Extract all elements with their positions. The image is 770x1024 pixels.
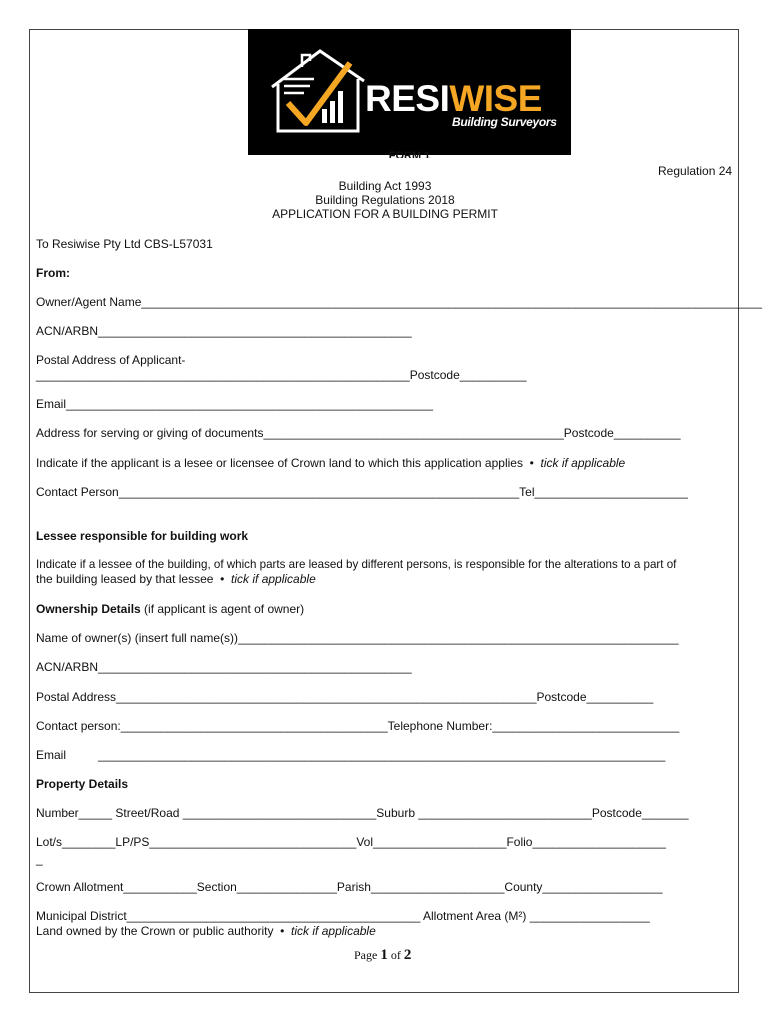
crown-land-hint: tick if applicable [540,456,626,470]
crown-land-text: Indicate if the applicant is a lesee or licensee of Crown land to which this application applies [36,456,523,470]
ownership-heading: Ownership Details [36,602,141,616]
owner-contact-field[interactable]: Contact person:________________________________________Telephone Number:____________________________ [36,719,680,733]
owner-email-field[interactable]: _____________________________________________________________________________________ [98,748,666,762]
municipal-district-field[interactable]: Municipal District____________________________________________ Allotment Area (M²) __________________ [36,909,650,923]
from-heading: From: [36,266,70,280]
lot-plan-wrap: _ [36,852,43,866]
to-line: To Resiwise Pty Ltd CBS-L57031 [36,237,213,251]
act-title: Building Act 1993 [338,179,432,193]
lessee-indicator[interactable] [36,572,316,586]
regulations-title: Building Regulations 2018 [315,193,455,207]
property-heading: Property Details [36,777,129,791]
owner-email-label: Email [36,748,67,762]
owners-name-field[interactable]: Name of owner(s) (insert full name(s))__________________________________________________________________ [36,631,679,645]
land-owned-indicator[interactable] [36,924,376,938]
ownership-heading-note: (if applicant is agent of owner) [144,602,305,616]
lessee-text-line1: Indicate if a lessee of the building, of which parts are leased by different persons, is responsible for the alterations to a part of [36,558,677,571]
logo-wordmark-resi: RESI [365,78,450,119]
contact-person-field[interactable]: Contact Person____________________________________________________________Tel_______________________ [36,485,688,499]
crown-allotment-field[interactable]: Crown Allotment___________Section_______________Parish____________________County__________________ [36,880,663,894]
lot-plan-field[interactable]: Lot/s________LP/PS_______________________________Vol____________________Folio____________________ [36,835,666,849]
application-title: APPLICATION FOR A BUILDING PERMIT [272,207,498,221]
page-of: of [390,948,401,962]
property-address-field[interactable]: Number_____ Street/Road _____________________________Suburb __________________________Postcode_______ [36,806,689,820]
form-number: FORM 1 [388,150,431,158]
owner-postal-address-field[interactable]: Postal Address_______________________________________________________________Postcode__________ [36,690,654,704]
postal-address-field[interactable]: ________________________________________________________Postcode__________ [36,368,527,382]
lessee-heading: Lessee responsible for building work [36,529,249,543]
regulation-ref: Regulation 24 [658,164,733,178]
ownership-heading-row [36,602,304,616]
bullet-icon[interactable]: • [216,572,228,586]
page-total: 2 [403,947,412,963]
crown-land-indicator[interactable] [36,456,625,470]
land-owned-text: Land owned by the Crown or public authority [36,924,274,938]
owner-agent-name-field[interactable]: Owner/Agent Name_____________________________________________________________________________________________ [36,295,763,309]
applicant-acn-field[interactable]: ACN/ARBN_______________________________________________ [36,324,412,338]
serving-address-field[interactable]: Address for serving or giving of documents_____________________________________________Postcode__________ [36,426,681,440]
page-word: Page [354,948,378,962]
page-number [354,947,411,964]
logo-wordmark-wise: WISE [449,78,542,119]
lessee-hint: tick if applicable [231,572,316,586]
resiwise-logo [248,29,571,155]
logo-wordmark [365,80,542,117]
logo-tagline: Building Surveyors [452,115,557,129]
page-current: 1 [380,947,388,963]
lessee-text-line2: the building leased by that lessee [36,572,214,586]
land-owned-hint: tick if applicable [291,924,376,938]
postal-address-label: Postal Address of Applicant- [36,353,186,367]
bullet-icon[interactable]: • [526,456,538,470]
owner-acn-field[interactable]: ACN/ARBN_______________________________________________ [36,660,412,674]
applicant-email-field[interactable]: Email_______________________________________________________ [36,397,434,411]
bullet-icon[interactable]: • [276,924,288,938]
